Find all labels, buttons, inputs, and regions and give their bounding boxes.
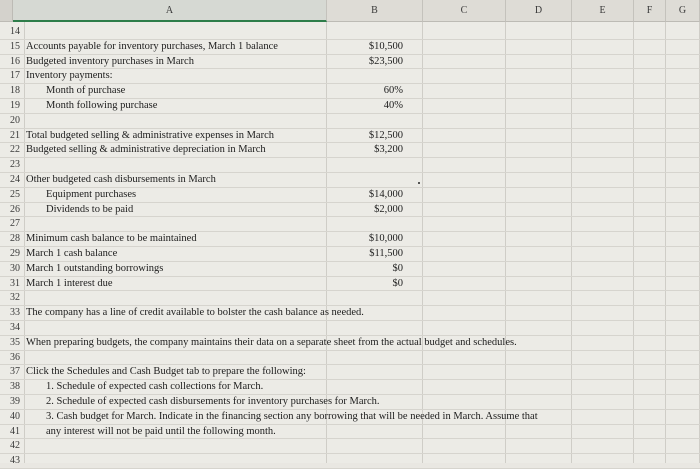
cell-label[interactable]: March 1 cash balance (26, 248, 118, 259)
select-all-corner[interactable] (0, 0, 13, 22)
cell-label[interactable]: Minimum cash balance to be maintained (26, 233, 197, 245)
row-number[interactable]: 22 (10, 144, 20, 156)
sheet-row (0, 99, 700, 114)
cell-label[interactable]: March 1 interest due (26, 277, 113, 289)
row-number[interactable]: 14 (10, 26, 20, 37)
sheet-row (0, 84, 700, 99)
cell-label[interactable]: Budgeted inventory purchases in March (26, 55, 194, 67)
sheet-row (0, 173, 700, 188)
cell-value[interactable]: $0 (392, 277, 403, 289)
row-number[interactable]: 39 (10, 396, 20, 407)
sheet-row (0, 25, 700, 40)
sheet-row (0, 454, 700, 469)
cell-label[interactable]: Other budgeted cash disbursements in March (26, 174, 216, 185)
sheet-row (0, 410, 700, 425)
cell-value[interactable]: $10,000 (368, 233, 403, 245)
cell-label[interactable]: Click the Schedules and Cash Budget tab to prepare the following: (26, 366, 306, 378)
row-number[interactable]: 16 (10, 55, 20, 67)
sheet-row (0, 143, 700, 158)
sheet-row (0, 321, 700, 336)
cell-label[interactable]: Month of purchase (46, 85, 126, 97)
row-number[interactable]: 18 (10, 85, 20, 97)
sheet-row (0, 40, 700, 55)
sheet-row (0, 395, 700, 410)
cell-label[interactable]: 3. Cash budget for March. Indicate in the financing section any borrowing that will be needed in March. Assume that (46, 410, 538, 422)
cell-label[interactable]: Budgeted selling & administrative depreciation in March (26, 144, 266, 156)
row-number[interactable]: 41 (10, 425, 20, 437)
row-number[interactable]: 17 (10, 70, 20, 82)
cell-value[interactable]: $23,500 (368, 55, 403, 67)
cell-label[interactable]: any interest will not be paid until the following month. (46, 425, 276, 437)
sheet-row (0, 365, 700, 380)
sheet-row (0, 277, 700, 292)
cell-label[interactable]: Inventory payments: (26, 70, 113, 82)
sheet-row (0, 247, 700, 262)
column-header-c[interactable]: C (423, 0, 506, 22)
row-number[interactable]: 19 (10, 100, 20, 111)
column-header-d[interactable]: D (506, 0, 572, 22)
cell-label[interactable]: Accounts payable for inventory purchases, March 1 balance (26, 40, 278, 52)
cell-value[interactable]: $3,200 (374, 144, 403, 156)
sheet-row (0, 439, 700, 454)
row-number[interactable]: 24 (10, 174, 20, 185)
sheet-row (0, 114, 700, 129)
row-number[interactable]: 23 (10, 159, 20, 171)
sheet-row (0, 262, 700, 277)
column-header-b[interactable]: B (327, 0, 423, 22)
cell-value[interactable]: $0 (392, 262, 403, 274)
row-number[interactable]: 25 (10, 188, 20, 200)
cell-label[interactable]: The company has a line of credit available to bolster the cash balance as needed. (26, 307, 364, 319)
sheet-row (0, 217, 700, 232)
row-number[interactable]: 42 (10, 440, 20, 452)
row-number[interactable]: 26 (10, 203, 20, 215)
row-number[interactable]: 27 (10, 218, 20, 230)
cell-label[interactable]: 2. Schedule of expected cash disbursements for inventory purchases for March. (46, 396, 380, 407)
sheet-row (0, 336, 700, 351)
cell-label[interactable]: 1. Schedule of expected cash collections for March. (46, 381, 264, 393)
row-number[interactable]: 15 (10, 40, 20, 52)
sheet-row (0, 158, 700, 173)
sheet-row (0, 129, 700, 144)
row-number[interactable]: 36 (10, 351, 20, 363)
row-number[interactable]: 30 (10, 262, 20, 274)
row-number[interactable]: 20 (10, 114, 20, 126)
row-number[interactable]: 28 (10, 233, 20, 245)
sheet-row (0, 380, 700, 395)
column-header-f[interactable]: F (634, 0, 666, 22)
sheet-row (0, 306, 700, 321)
row-number[interactable]: 40 (10, 410, 20, 422)
row-number[interactable]: 33 (10, 307, 20, 319)
row-number[interactable]: 43 (10, 455, 20, 467)
sheet-row (0, 425, 700, 440)
cell-label[interactable]: When preparing budgets, the company maintains their data on a separate sheet from the actual budget and schedules. (26, 336, 517, 348)
sheet-row (0, 69, 700, 84)
sheet-row (0, 291, 700, 306)
sheet-row (0, 55, 700, 70)
row-number[interactable]: 34 (10, 322, 20, 333)
sheet-row (0, 232, 700, 247)
cell-value[interactable]: $2,000 (374, 203, 403, 215)
cell-value[interactable]: $10,500 (368, 40, 403, 52)
cell-value[interactable]: 60% (383, 85, 403, 97)
cell-value[interactable]: 40% (383, 100, 403, 111)
stray-mark (418, 182, 420, 184)
sheet-row (0, 203, 700, 218)
sheet-row (0, 188, 700, 203)
row-number[interactable]: 21 (10, 129, 20, 141)
column-header-e[interactable]: E (572, 0, 634, 22)
cell-label[interactable]: Month following purchase (46, 100, 158, 111)
cell-label[interactable]: March 1 outstanding borrowings (26, 262, 164, 274)
column-header-g[interactable]: G (666, 0, 700, 22)
cell-value[interactable]: $12,500 (368, 129, 403, 141)
sheet-row (0, 351, 700, 366)
column-header-a[interactable]: A (13, 0, 327, 22)
row-number[interactable]: 29 (10, 248, 20, 259)
row-number[interactable]: 35 (10, 336, 20, 348)
row-number[interactable]: 38 (10, 381, 20, 393)
cell-value[interactable]: $14,000 (368, 188, 403, 200)
cell-label[interactable]: Equipment purchases (46, 188, 137, 200)
row-number[interactable]: 37 (10, 366, 20, 378)
row-number[interactable]: 31 (10, 277, 20, 289)
cell-label[interactable]: Total budgeted selling & administrative expenses in March (26, 129, 274, 141)
cell-value[interactable]: $11,500 (369, 248, 403, 259)
row-number[interactable]: 32 (10, 292, 20, 304)
cell-label[interactable]: Dividends to be paid (46, 203, 134, 215)
